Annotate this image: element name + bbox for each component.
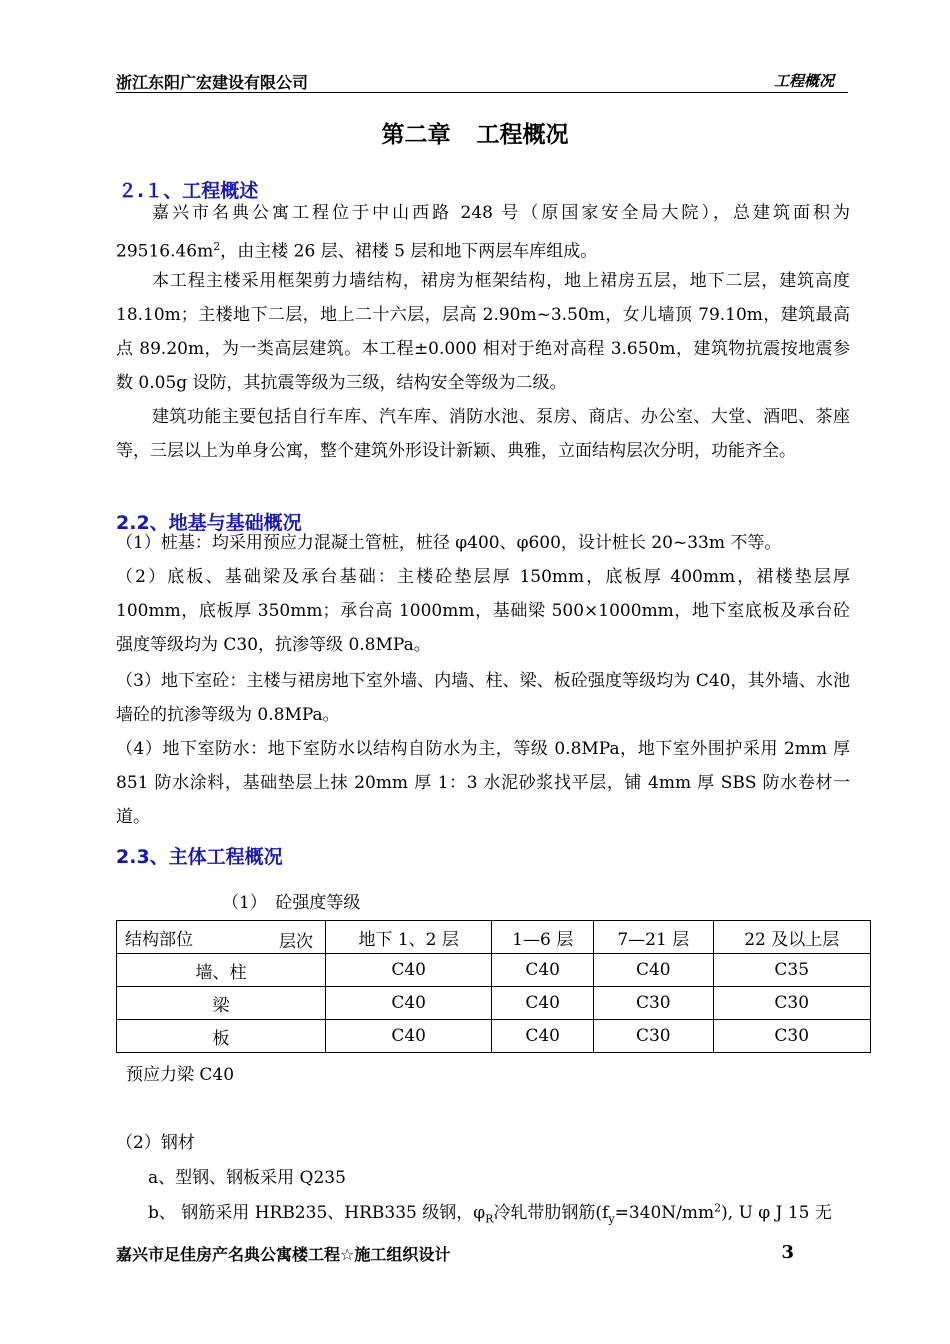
- section-2-1-paragraph-3: 建筑功能主要包括自行车库、汽车库、消防水池、泵房、商店、办公室、大堂、酒吧、茶座等，三层以上为单身公寓，整个建筑外形设计新颖、典雅，立面结构层次分明，功能齐全。: [116, 407, 850, 461]
- table-col-header: 1—6 层: [492, 921, 594, 954]
- table-header-row: [117, 921, 871, 954]
- page-number: 3: [781, 1242, 794, 1263]
- chapter-title: [0, 116, 950, 149]
- table-row-label: 梁: [117, 987, 326, 1020]
- table-cell: C40: [492, 1020, 594, 1053]
- concrete-grade-subheading: （1） 砼强度等级: [222, 893, 361, 913]
- section-2-1-paragraph-2: 本工程主楼采用框架剪力墙结构，裙房为框架结构，地上裙房五层，地下二层，建筑高度 18.10m；主楼地下二层，地上二十六层，层高 2.90m~3.50m，女儿墙顶 79.10m，建筑最高点 89.20m，为一类高层建筑。本工程±0.000 相对于绝对高程 3.650m，建筑物抗震按地震参数 0.05g 设防，其抗震等级为三级，结构安全等级为二级。: [116, 271, 850, 393]
- chapter-number: 第二章: [381, 122, 451, 148]
- section-2-1-paragraph-1: 嘉兴市名典公寓工程位于中山西路 248 号（原国家安全局大院），总建筑面积为 $29516.46m^2$，由主楼 26 层、裙楼 5 层和地下两层车库组成。: [116, 203, 850, 262]
- table-col-header: 7—21 层: [594, 921, 713, 954]
- prestressed-beam-note: 预应力梁 C40: [126, 1065, 235, 1085]
- foundation-item-1: （1）桩基：均采用预应力混凝土管桩，桩径 φ400、φ600，设计桩长 20~33m 不等。: [116, 533, 782, 553]
- table-cell: C40: [492, 987, 594, 1020]
- table-cell: C30: [713, 1020, 871, 1053]
- page-footer: [116, 1234, 850, 1274]
- table-cell: C40: [326, 1020, 492, 1053]
- steel-subheading: （2）钢材: [116, 1133, 195, 1153]
- header-section-title: 工程概况: [773, 72, 834, 90]
- section-2-2-heading: 2.2、地基与基础概况: [116, 512, 302, 534]
- table-cell: C40: [326, 954, 492, 987]
- table-cell: C30: [594, 987, 713, 1020]
- table-col-header: 22 及以上层: [713, 921, 871, 954]
- chapter-name: 工程概况: [476, 122, 569, 148]
- table-row: [117, 954, 871, 987]
- table-cell: C40: [326, 987, 492, 1020]
- table-row: [117, 987, 871, 1020]
- concrete-grade-table: [116, 920, 871, 1053]
- table-cell: C35: [713, 954, 871, 987]
- table-cell: C40: [594, 954, 713, 987]
- table-corner-cell: 结构部位 层次: [117, 921, 326, 954]
- table-cell: C40: [492, 954, 594, 987]
- footer-document-title: 嘉兴市足佳房产名典公寓楼工程☆施工组织设计: [116, 1245, 451, 1264]
- page-header: [116, 68, 848, 93]
- table-row: [117, 1020, 871, 1053]
- section-2-1-heading: ２.１、工程概述: [118, 180, 259, 202]
- company-name: 浙江东阳广宏建设有限公司: [116, 73, 309, 92]
- steel-item-a: a、型钢、钢板采用 Q235: [148, 1168, 346, 1188]
- steel-item-b: b、 钢筋采用 HRB235、HRB335 级钢，$\varphi_R$冷轧带肋钢筋$(f_y=340N/mm^2)$, U φ J 15 无: [148, 1201, 832, 1226]
- section-2-3-heading: 2.3、主体工程概况: [116, 846, 283, 868]
- foundation-item-3: （3）地下室砼：主楼与裙房地下室外墙、内墙、柱、梁、板砼强度等级均为 C40，其外墙、水池墙砼的抗渗等级为 0.8MPa。: [116, 671, 850, 725]
- table-row-label: 板: [117, 1020, 326, 1053]
- foundation-item-4: （4）地下室防水：地下室防水以结构自防水为主，等级 0.8MPa，地下室外围护采用 2mm 厚 851 防水涂料，基础垫层上抹 20mm 厚 1：3 水泥砂浆找平层，铺 4mm 厚 SBS 防水卷材一道。: [116, 739, 850, 827]
- foundation-item-2: （2）底板、基础梁及承台基础：主楼砼垫层厚 150mm，底板厚 400mm，裙楼垫层厚 100mm，底板厚 350mm；承台高 1000mm，基础梁 500×1000mm，地下室底板及承台砼强度等级均为 C30，抗渗等级 0.8MPa。: [116, 567, 850, 655]
- table-cell: C30: [594, 1020, 713, 1053]
- table-col-header: 地下 1、2 层: [326, 921, 492, 954]
- table-row-label: 墙、柱: [117, 954, 326, 987]
- table-cell: C30: [713, 987, 871, 1020]
